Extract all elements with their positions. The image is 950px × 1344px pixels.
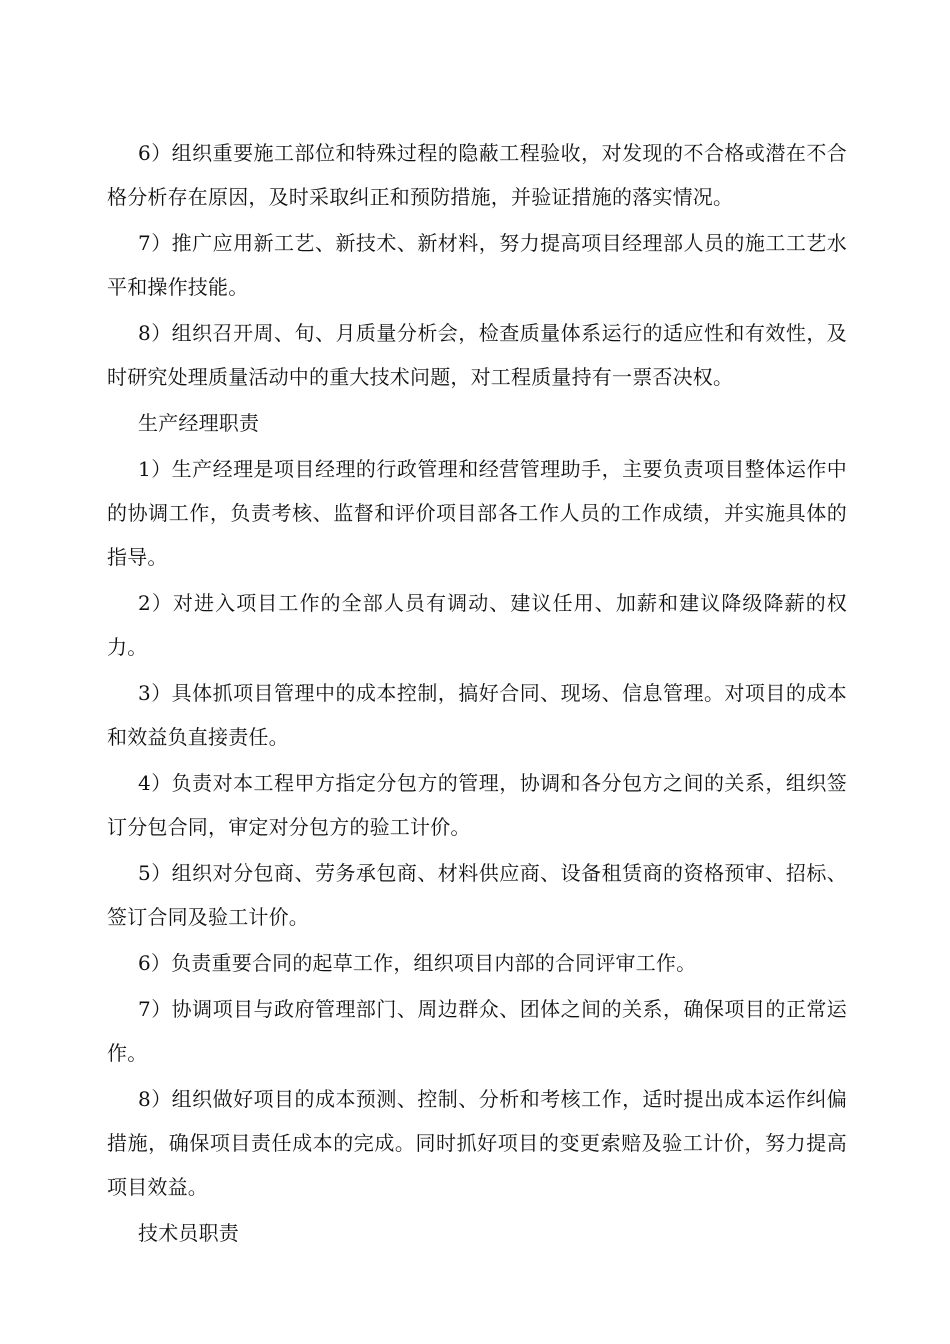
paragraph-production-item-1: 1）生产经理是项目经理的行政管理和经营管理助手，主要负责项目整体运作中的协调工作，负责考核、监督和评价项目部各工作人员的工作成绩，并实施具体的指导。 [107,457,847,569]
paragraph-production-item-8: 8）组织做好项目的成本预测、控制、分析和考核工作，适时提出成本运作纠偏措施，确保项目责任成本的完成。同时抓好项目的变更索赔及验工计价，努力提高项目效益。 [107,1087,847,1199]
paragraph-quality-item-7: 7）推广应用新工艺、新技术、新材料，努力提高项目经理部人员的施工工艺水平和操作技能。 [107,231,847,299]
paragraph-production-item-2: 2）对进入项目工作的全部人员有调动、建议任用、加薪和建议降级降薪的权力。 [107,591,847,659]
paragraph-quality-item-6: 6）组织重要施工部位和特殊过程的隐蔽工程验收，对发现的不合格或潜在不合格分析存在原因，及时采取纠正和预防措施，并验证措施的落实情况。 [107,141,847,209]
paragraph-quality-item-8: 8）组织召开周、旬、月质量分析会，检查质量体系运行的适应性和有效性，及时研究处理质量活动中的重大技术问题，对工程质量持有一票否决权。 [107,321,847,389]
paragraph-production-item-3: 3）具体抓项目管理中的成本控制，搞好合同、现场、信息管理。对项目的成本和效益负直接责任。 [107,681,847,749]
section-heading-production-manager: 生产经理职责 [138,411,260,435]
paragraph-production-item-4: 4）负责对本工程甲方指定分包方的管理，协调和各分包方之间的关系，组织签订分包合同，审定对分包方的验工计价。 [107,771,847,839]
paragraph-production-item-6: 6）负责重要合同的起草工作，组织项目内部的合同评审工作。 [138,951,697,975]
paragraph-production-item-7: 7）协调项目与政府管理部门、周边群众、团体之间的关系，确保项目的正常运作。 [107,997,847,1065]
document-body [107,131,847,1255]
paragraph-production-item-5: 5）组织对分包商、劳务承包商、材料供应商、设备租赁商的资格预审、招标、签订合同及验工计价。 [107,861,847,929]
section-heading-technician: 技术员职责 [138,1221,239,1245]
